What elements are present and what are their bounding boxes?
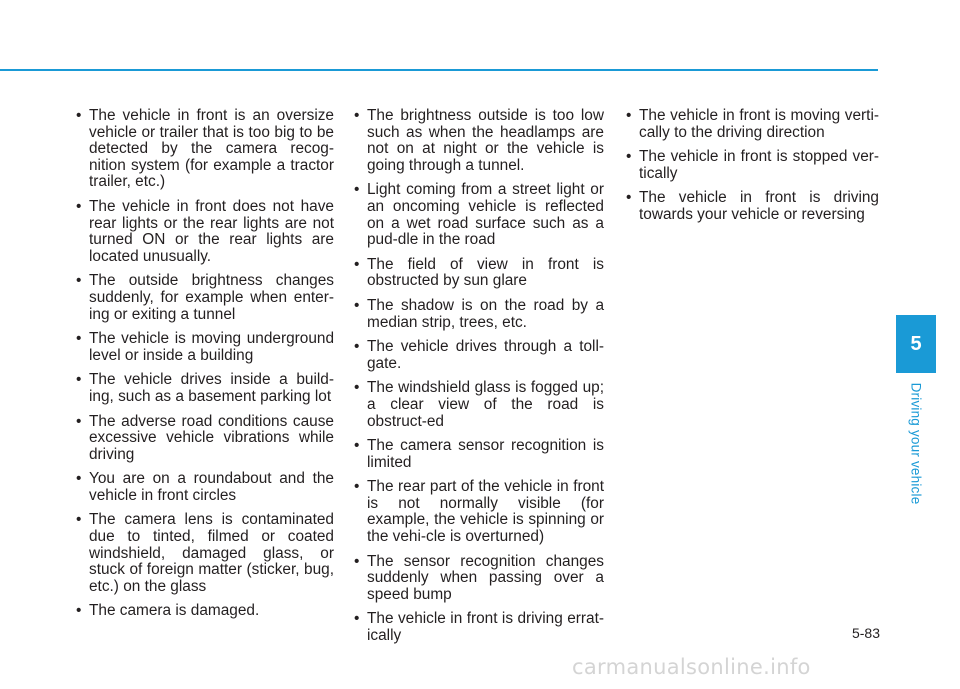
bullet-item — [76, 471, 334, 504]
bullet-item — [354, 554, 604, 604]
bullet-icon: • — [354, 338, 360, 356]
bullet-item — [76, 512, 334, 595]
bullet-text: You are on a roundabout and the vehicle in front circles — [89, 470, 334, 504]
bullet-icon: • — [76, 371, 82, 389]
bullet-item — [354, 108, 604, 174]
bullet-text: Light coming from a street light or an oncoming vehicle is reflected on a wet road surface such as a pud-dle in the road — [367, 181, 604, 249]
bullet-text: The adverse road conditions cause excessive vehicle vibrations while driving — [89, 412, 334, 463]
watermark-text: carmanualsonline.info — [572, 655, 811, 679]
bullet-icon: • — [354, 255, 360, 273]
bullet-item — [626, 149, 879, 182]
bullet-icon: • — [76, 272, 82, 290]
bullet-icon: • — [626, 189, 632, 207]
bullet-icon: • — [76, 412, 82, 430]
bullet-icon: • — [354, 296, 360, 314]
bullet-text: The outside brightness changes suddenly, for example when enter-ing or exiting a tunnel — [89, 272, 334, 323]
bullet-icon: • — [76, 470, 82, 488]
chapter-title-side-label — [897, 384, 935, 502]
bullet-item — [354, 298, 604, 331]
column-3-list — [626, 108, 879, 232]
bullet-text: The vehicle in front is driving towards your vehicle or reversing — [639, 189, 879, 223]
bullet-icon: • — [354, 107, 360, 124]
bullet-icon: • — [354, 552, 360, 570]
bullet-item — [76, 108, 334, 191]
bullet-text: The vehicle drives through a toll-gate. — [367, 338, 604, 372]
bullet-text: The brightness outside is too low such as when the headlamps are not on at night or the vehicle is going through a tunnel. — [367, 107, 604, 174]
bullet-item — [76, 414, 334, 464]
bullet-icon: • — [354, 437, 360, 455]
bullet-item — [354, 339, 604, 372]
column-2-list — [354, 108, 604, 653]
bullet-item — [354, 611, 604, 644]
bullet-item — [354, 380, 604, 430]
page-number: 5-83 — [851, 625, 880, 641]
bullet-text: The vehicle in front is driving errat-ically — [367, 610, 604, 645]
bullet-icon: • — [626, 107, 632, 124]
bullet-text: The vehicle drives inside a build-ing, such as a basement parking lot — [89, 371, 334, 405]
bullet-text: The shadow is on the road by a median strip, trees, etc. — [367, 296, 604, 331]
bullet-icon: • — [76, 511, 82, 529]
bullet-text: The vehicle in front is stopped ver-tically — [639, 148, 879, 182]
bullet-text: The camera sensor recognition is limited — [367, 437, 604, 471]
header-rule — [0, 69, 878, 71]
bullet-text: The vehicle in front does not have rear lights or the rear lights are not turned ON or the rear lights are located unusually. — [89, 197, 334, 265]
bullet-text: The vehicle in front is an oversize vehicle or trailer that is too big to be detected by the camera recog-nition system (for example a tractor trailer, etc.) — [89, 107, 334, 191]
bullet-text: The sensor recognition changes suddenly when passing over a speed bump — [367, 552, 604, 603]
bullet-text: The rear part of the vehicle in front is not normally visible (for example, the vehicle is spinning or the vehi-cle is overturned) — [367, 478, 604, 546]
bullet-icon: • — [354, 181, 360, 199]
chapter-title: Driving your vehicle — [908, 382, 924, 504]
bullet-icon: • — [76, 330, 82, 348]
bullet-text: The vehicle is moving underground level or inside a building — [89, 330, 334, 364]
bullet-text: The windshield glass is fogged up; a clear view of the road is obstruct-ed — [367, 379, 604, 430]
bullet-icon: • — [626, 148, 632, 166]
bullet-item — [76, 199, 334, 265]
bullet-text: The camera is damaged. — [89, 602, 260, 620]
bullet-item — [354, 257, 604, 290]
bullet-item — [76, 603, 334, 620]
bullet-item — [626, 190, 879, 223]
bullet-item — [354, 479, 604, 545]
bullet-text: The camera lens is contaminated due to tinted, filmed or coated windshield, damaged glass, or stuck of foreign matter (sticker, bug, etc.) on the glass — [89, 511, 334, 595]
bullet-item — [76, 331, 334, 364]
chapter-number: 5 — [910, 332, 922, 355]
bullet-text: The vehicle in front is moving verti-cally to the driving direction — [639, 107, 879, 141]
bullet-item — [626, 108, 879, 141]
bullet-icon: • — [76, 602, 82, 620]
column-1-list — [76, 108, 334, 628]
bullet-text: The field of view in front is obstructed by sun glare — [367, 255, 604, 290]
bullet-icon: • — [354, 379, 360, 397]
bullet-item — [354, 182, 604, 248]
bullet-item — [354, 438, 604, 471]
bullet-icon: • — [76, 107, 82, 124]
bullet-item — [76, 273, 334, 323]
bullet-icon: • — [354, 478, 360, 496]
bullet-icon: • — [354, 610, 360, 628]
chapter-number-tab — [896, 315, 936, 373]
bullet-icon: • — [76, 197, 82, 215]
bullet-item — [76, 372, 334, 405]
